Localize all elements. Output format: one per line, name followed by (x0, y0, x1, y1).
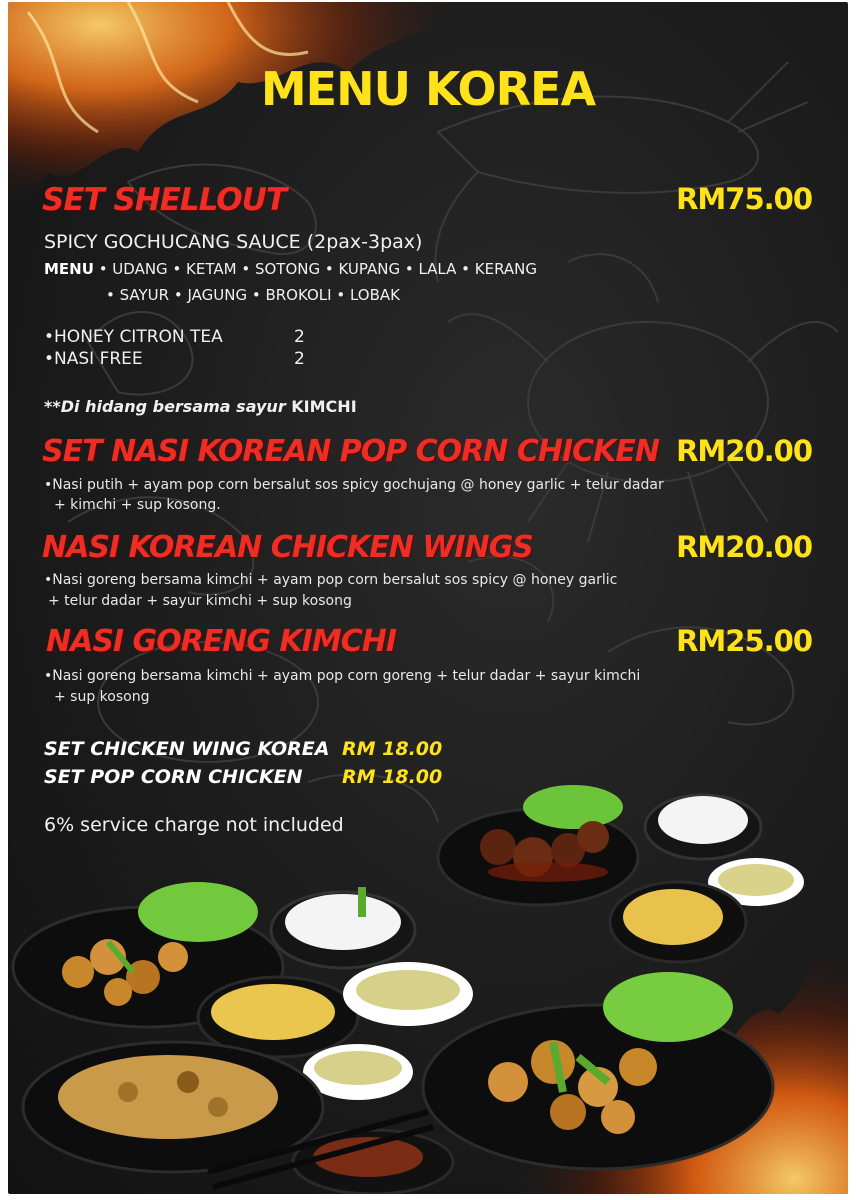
dish-desc1-chicken-wings: •Nasi goreng bersama kimchi + ayam pop corn bersalut sos spicy @ honey garlic (44, 572, 618, 588)
dish-price-nasi-goreng-kimchi: RM25.00 (676, 624, 812, 658)
dish-name-chicken-wings: NASI KOREAN CHICKEN WINGS (42, 530, 533, 565)
dish-name-popcorn-chicken: SET NASI KOREAN POP CORN CHICKEN (42, 434, 659, 469)
extra-item-2: •NASI FREE (44, 349, 143, 369)
dish-desc2-nasi-goreng-kimchi: + sup kosong (54, 689, 150, 705)
set-shellout-name: SET SHELLOUT (42, 182, 286, 218)
food-photo (8, 762, 848, 1194)
extra-item-1: •HONEY CITRON TEA (44, 327, 223, 347)
dish-price-popcorn-chicken: RM20.00 (676, 434, 812, 468)
service-charge-note: 6% service charge not included (44, 814, 344, 836)
set-shellout-menu-line2: • SAYUR • JAGUNG • BROKOLI • LOBAK (106, 286, 400, 304)
rice-bowl-center (271, 887, 415, 968)
dish-name-nasi-goreng-kimchi: NASI GORENG KIMCHI (46, 624, 396, 659)
omelette-plate-right (610, 882, 746, 962)
dish-desc1-nasi-goreng-kimchi: •Nasi goreng bersama kimchi + ayam pop corn goreng + telur dadar + sayur kimchi (44, 668, 641, 684)
menu-poster (8, 2, 848, 1194)
soup-bowl-center (343, 962, 473, 1026)
small-set-name-1: SET CHICKEN WING KOREA (44, 738, 330, 760)
small-set-price-1: RM 18.00 (342, 738, 443, 760)
menu-label: MENU (44, 260, 94, 278)
dish-price-chicken-wings: RM20.00 (676, 530, 812, 564)
menu-items-1: • UDANG • KETAM • SOTONG • KUPANG • LALA • KERANG (93, 260, 538, 278)
extra-qty-2: 2 (294, 349, 305, 369)
set-shellout-menu-line1 (44, 260, 537, 278)
kimchi-note-prefix: **Di hidang bersama sayur (44, 397, 292, 416)
dish-desc1-popcorn-chicken: •Nasi putih + ayam pop corn bersalut sos spicy gochujang @ honey garlic + telur dadar (44, 477, 664, 493)
plate-chicken-wings (438, 785, 638, 905)
menu-title: MENU KOREA (260, 62, 596, 116)
extra-qty-1: 2 (294, 327, 305, 347)
rice-bowl-top (645, 795, 761, 859)
kimchi-note (44, 397, 357, 416)
kimchi-note-bold: KIMCHI (291, 397, 357, 416)
small-set-price-2: RM 18.00 (342, 766, 443, 788)
set-shellout-sauce: SPICY GOCHUCANG SAUCE (2pax-3pax) (44, 231, 423, 253)
small-set-name-2: SET POP CORN CHICKEN (44, 766, 303, 788)
dish-desc2-popcorn-chicken: + kimchi + sup kosong. (54, 497, 221, 513)
dish-desc2-chicken-wings: + telur dadar + sayur kimchi + sup kosong (48, 593, 352, 609)
set-shellout-price: RM75.00 (676, 182, 812, 216)
plate-popcorn-right (423, 972, 773, 1169)
